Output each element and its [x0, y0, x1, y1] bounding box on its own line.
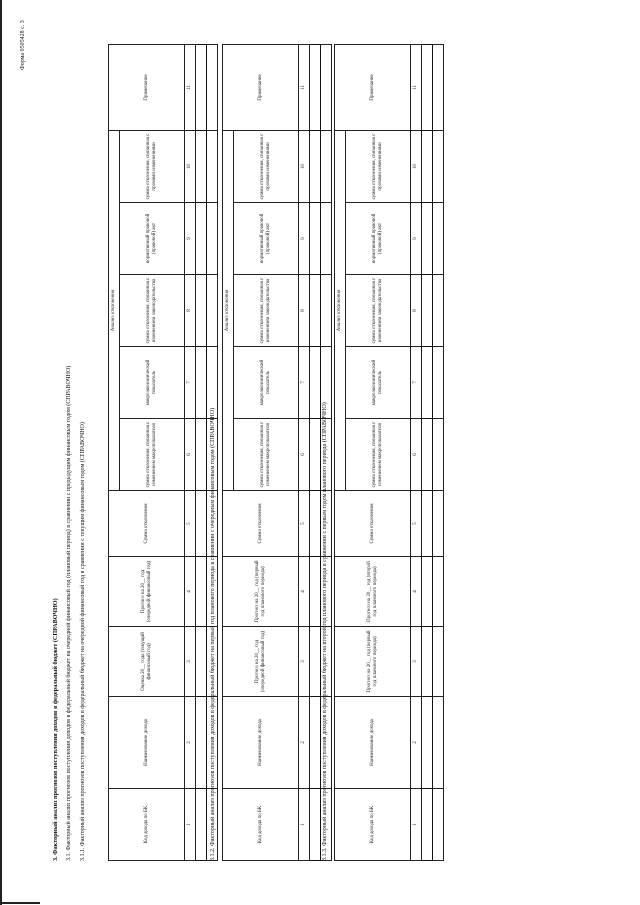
header-col6: сумма отклонения, связанная с изменением макропоказателя — [346, 419, 411, 491]
header-col7: макроэкономический показатель — [120, 347, 185, 419]
header-col3: Прогноз на 20__ год (первый год планового периода) — [335, 627, 411, 697]
cell-input[interactable] — [310, 130, 321, 202]
header-col4: Прогноз на 20__ год (очередной финансовый год) — [109, 557, 185, 627]
cell-input[interactable] — [422, 203, 433, 275]
header-col11: Примечание — [335, 44, 411, 130]
col-number: 9 — [299, 203, 310, 275]
col-number: 2 — [185, 697, 196, 789]
col-number: 10 — [185, 130, 196, 202]
col-number: 5 — [299, 491, 310, 557]
col-number: 1 — [185, 789, 196, 861]
table-caption-1: 3.1.1. Факторный анализ прогнозов поступления доходов в федеральный бюджет на очередной финансовый год в сравнении с текущим финансовым годом (СПРАВОЧНО) — [80, 422, 86, 861]
table-row — [433, 44, 444, 860]
cell-input[interactable] — [207, 44, 218, 130]
col-number: 2 — [411, 697, 422, 789]
col-number: 7 — [185, 347, 196, 419]
header-col9: нормативный правовой (правовой) акт — [120, 203, 185, 275]
col-number: 6 — [411, 419, 422, 491]
header-col7: макроэкономический показатель — [346, 347, 411, 419]
header-col8: сумма отклонения, связанная с изменением законодательства — [120, 275, 185, 347]
header-col4: Прогноз на 20__ год (второй год планового периода) — [335, 557, 411, 627]
cell-input[interactable] — [433, 347, 444, 419]
cell-input[interactable] — [422, 130, 433, 202]
header-col7: макроэкономический показатель — [234, 347, 299, 419]
col-number: 8 — [299, 275, 310, 347]
header-name: Наименование дохода — [335, 697, 411, 789]
cell-input[interactable] — [310, 697, 321, 789]
header-col9: нормативный правовой (правовой) акт — [346, 203, 411, 275]
header-col5: Сумма отклонения — [109, 491, 185, 557]
header-analysis: Анализ отклонения — [109, 130, 120, 490]
cell-input[interactable] — [196, 627, 207, 697]
col-number: 2 — [299, 697, 310, 789]
col-number: 11 — [299, 44, 310, 130]
col-number: 7 — [299, 347, 310, 419]
cell-input[interactable] — [321, 203, 332, 275]
header-col4: Прогноз на 20__ год (первый год планового периода) — [223, 557, 299, 627]
cell-input[interactable] — [433, 697, 444, 789]
cell-input[interactable] — [310, 275, 321, 347]
table-row — [422, 44, 433, 860]
header-analysis: Анализ отклонения — [223, 130, 234, 490]
cell-input[interactable] — [310, 789, 321, 861]
cell-input[interactable] — [433, 491, 444, 557]
col-number: 3 — [299, 627, 310, 697]
cell-input[interactable] — [422, 347, 433, 419]
header-col9: нормативный правовой (правовой) акт — [234, 203, 299, 275]
col-number: 4 — [185, 557, 196, 627]
cell-input[interactable] — [310, 627, 321, 697]
cell-input[interactable] — [196, 789, 207, 861]
subsection-title: 3.1. Факторный анализ прогнозов поступления доходов в федеральный бюджет на очередной финансовый год (плановый период) в сравнении с предыдущим финансовым годом (СПРАВОЧНО) — [66, 365, 72, 861]
cell-input[interactable] — [310, 347, 321, 419]
cell-input[interactable] — [321, 44, 332, 130]
header-kbk: Код дохода по БК — [335, 789, 411, 861]
col-number: 6 — [299, 419, 310, 491]
col-number: 1 — [299, 789, 310, 861]
cell-input[interactable] — [310, 203, 321, 275]
cell-input[interactable] — [207, 275, 218, 347]
cell-input[interactable] — [433, 130, 444, 202]
cell-input[interactable] — [310, 419, 321, 491]
table-caption-3: 3.1.3. Факторный анализ прогнозов поступления доходов в федеральный бюджет на второй год планового периода в сравнении с первым годом планового периода (СПРАВОЧНО) — [322, 402, 328, 861]
cell-input[interactable] — [321, 130, 332, 202]
header-col10: сумма отклонения, связанная с прочими изменениями — [234, 130, 299, 202]
header-col11: Примечание — [223, 44, 299, 130]
cell-input[interactable] — [422, 627, 433, 697]
cell-input[interactable] — [433, 44, 444, 130]
col-number: 10 — [411, 130, 422, 202]
cell-input[interactable] — [207, 130, 218, 202]
cell-input[interactable] — [196, 275, 207, 347]
cell-input[interactable] — [310, 491, 321, 557]
cell-input[interactable] — [433, 275, 444, 347]
col-number: 7 — [411, 347, 422, 419]
header-col6: сумма отклонения, связанная с изменением макропоказателя — [120, 419, 185, 491]
col-number: 3 — [185, 627, 196, 697]
cell-input[interactable] — [196, 44, 207, 130]
header-col5: Сумма отклонения — [335, 491, 411, 557]
col-number: 10 — [299, 130, 310, 202]
table-caption-2: 3.1.2. Факторный анализ прогнозов поступления доходов в федеральный бюджет на первый год планового периода в сравнении с очередным финансовым годом (СПРАВОЧНО) — [210, 407, 216, 861]
cell-input[interactable] — [310, 44, 321, 130]
cell-input[interactable] — [433, 789, 444, 861]
col-number: 4 — [411, 557, 422, 627]
col-number: 8 — [411, 275, 422, 347]
header-col10: сумма отклонения, связанная с прочими изменениями — [120, 130, 185, 202]
cell-input[interactable] — [433, 557, 444, 627]
col-number: 3 — [411, 627, 422, 697]
cell-input[interactable] — [422, 491, 433, 557]
col-number: 9 — [185, 203, 196, 275]
col-number: 11 — [185, 44, 196, 130]
header-col10: сумма отклонения, связанная с прочими изменениями — [346, 130, 411, 202]
col-number: 5 — [411, 491, 422, 557]
col-number: 9 — [411, 203, 422, 275]
col-number: 6 — [185, 419, 196, 491]
cell-input[interactable] — [433, 419, 444, 491]
col-number: 4 — [299, 557, 310, 627]
header-col5: Сумма отклонения — [223, 491, 299, 557]
cell-input[interactable] — [196, 419, 207, 491]
cell-input[interactable] — [207, 203, 218, 275]
col-number: 1 — [411, 789, 422, 861]
cell-input[interactable] — [196, 491, 207, 557]
cell-input[interactable] — [196, 557, 207, 627]
header-col8: сумма отклонения, связанная с изменением законодательства — [346, 275, 411, 347]
header-kbk: Код дохода по БК — [109, 789, 185, 861]
cell-input[interactable] — [422, 557, 433, 627]
cell-input[interactable] — [422, 789, 433, 861]
cell-input[interactable] — [422, 697, 433, 789]
header-col6: сумма отклонения, связанная с изменением макропоказателя — [234, 419, 299, 491]
section-title: 3. Факторный анализ прогнозов поступления доходов в федеральный бюджет (СПРАВОЧНО) — [52, 598, 59, 861]
cell-input[interactable] — [433, 627, 444, 697]
col-number: 5 — [185, 491, 196, 557]
header-col11: Примечание — [109, 44, 185, 130]
analysis-table-3 — [334, 44, 444, 861]
analysis-table-1 — [108, 44, 218, 861]
table-row — [310, 44, 321, 860]
cell-input[interactable] — [433, 203, 444, 275]
header-name: Наименование дохода — [223, 697, 299, 789]
table-row — [196, 44, 207, 860]
cell-input[interactable] — [196, 130, 207, 202]
header-kbk: Код дохода по БК — [223, 789, 299, 861]
header-col3: Прогноз на 20__ год (очередной финансовый год) — [223, 627, 299, 697]
cell-input[interactable] — [321, 275, 332, 347]
header-name: Наименование дохода — [109, 697, 185, 789]
cell-input[interactable] — [422, 419, 433, 491]
cell-input[interactable] — [422, 275, 433, 347]
header-analysis: Анализ отклонения — [335, 130, 346, 490]
col-number: 11 — [411, 44, 422, 130]
cell-input[interactable] — [196, 347, 207, 419]
header-col3: Оценка 20__ года (текущий финансовый год) — [109, 627, 185, 697]
cell-input[interactable] — [310, 557, 321, 627]
cell-input[interactable] — [422, 44, 433, 130]
header-col8: сумма отклонения, связанная с изменением законодательства — [234, 275, 299, 347]
cell-input[interactable] — [196, 203, 207, 275]
analysis-table-2 — [222, 44, 332, 861]
col-number: 8 — [185, 275, 196, 347]
cell-input[interactable] — [196, 697, 207, 789]
form-number: Форма 0505428 с. 3 — [20, 20, 26, 70]
